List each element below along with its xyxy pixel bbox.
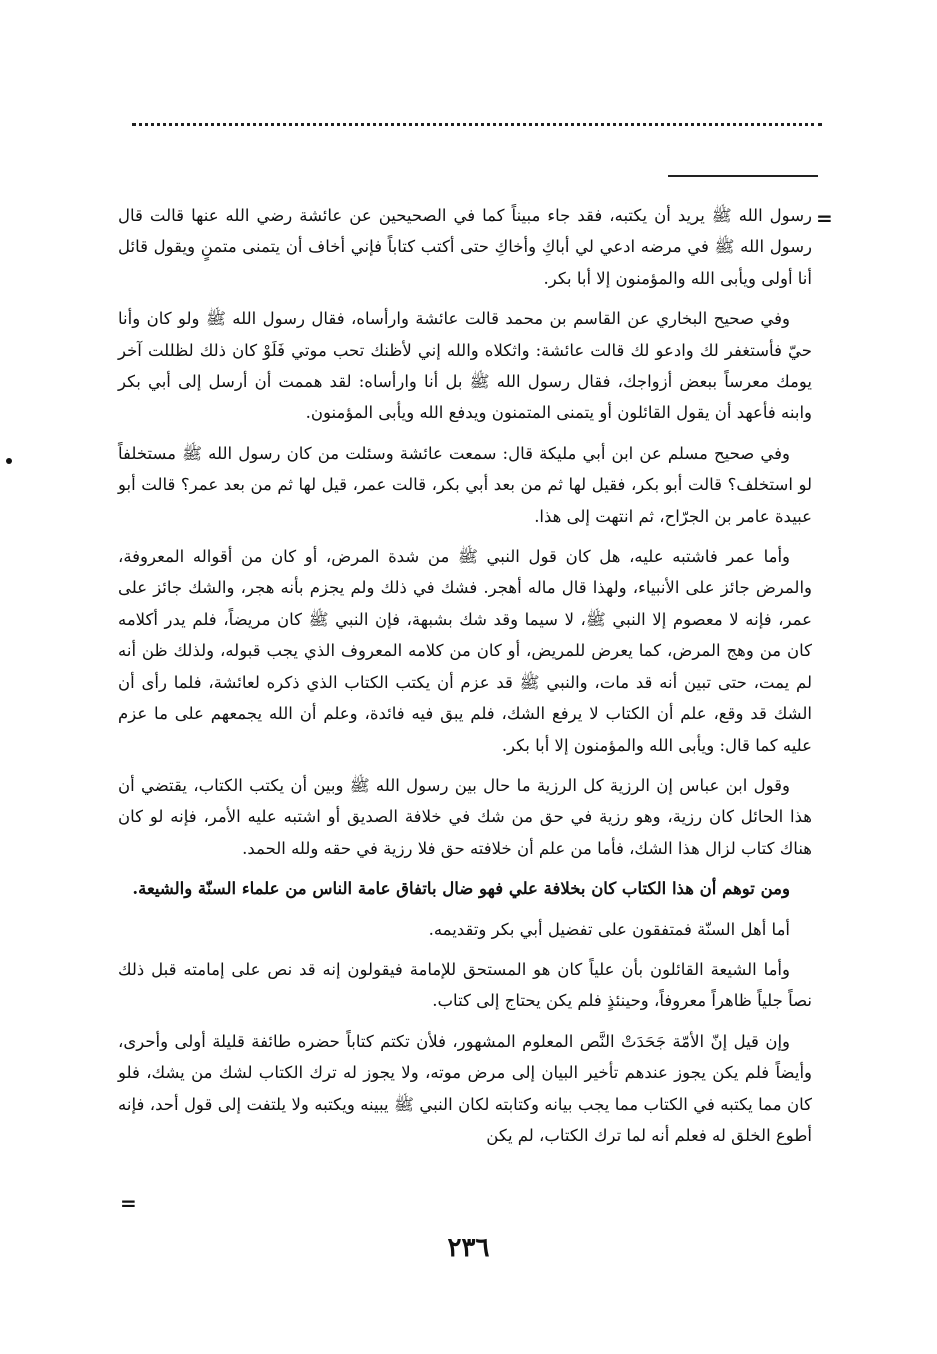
continuation-mark-bottom: = [120,1191,137,1215]
paragraph-1: رسول الله ﷺ يريد أن يكتبه، فقد جاء مبيناً كما في الصحيحين عن عائشة رضي الله عنها قالت قال رسول الله ﷺ في مرضه ادعي لي أباكِ وأخاكِ حتى أكتب كتاباً فإني أخاف أن يتمنى متمنٍ ويقول قائل أنا أولى ويأبى الله والمؤمنون إلا أبا بكر. [118,206,812,288]
paragraph-7: أما أهل السنّة فمتفقون على تفضيل أبي بكر وتقديمه. [428,919,790,939]
footnote-rule [668,175,818,177]
paragraph-5: وقول ابن عباس إن الرزية كل الرزية ما حال بين رسول الله ﷺ وبين أن يكتب الكتاب، يقتضي أن هذا الحائل كان رزية، وهو رزية في حق من شك في خلافة الصديق أو اشتبه عليه الأمر، فإنه لو كان هناك كتاب لزال هذا الشك، فأما من علم أن خلافته حق فلا رزية في حقه ولله الحمد. [118,775,812,858]
page-number: ٢٣٦ [447,1233,490,1263]
footnote-text [118,200,812,1160]
dotted-separator [132,123,822,126]
paragraph-2: وفي صحيح البخاري عن القاسم بن محمد قالت عائشة وارأساه، فقال رسول الله ﷺ ولو كان وأنا حيّ فأستغفر لك وادعو لك قالت عائشة: واثكلاه والله إني لأظنك تحب موتي فَلَوْ كان ذلك لظللت آخر يومك معرساً ببعض أزواجك، فقال رسول الله ﷺ بل أنا وارأساه: لقد هممت أن أرسل إلى أبي بكر وابنه فأعهد أن يقول القائلون أو يتمنى المتمنون ويدفع الله ويأبى المؤمنون. [118,309,812,423]
scan-speck [6,458,12,464]
paragraph-4: وأما عمر فاشتبه عليه، هل كان قول النبي ﷺ من شدة المرض، أو كان من أقواله المعروفة، والمرض جائز على الأنبياء، ولهذا قال ماله أهجر. فشك في ذلك ولم يجزم بأنه هجر، والشك جائز على عمر، فإنه لا معصوم إلا النبي ﷺ، لا سيما وقد شك بشبهة، فإن النبي ﷺ كان مريضاً، فلم يدر أكلامه كان من وهج المرض، كما يعرض للمريض، أو كان من كلامه المعروف الذي يجب قبوله، ولذلك ظن أنه لم يمت، حتى تبين أنه قد مات، والنبي ﷺ قد عزم أن يكتب الكتاب الذي ذكره لعائشة، فلما رأى أن الشك قد وقع، علم أن الكتاب لا يرفع الشك، فلم يبق فيه فائدة، وعلم أن الله يجمعهم على ما عزم عليه كما قال: ويأبى الله والمؤمنون إلا أبا بكر. [118,547,812,755]
paragraph-3: وفي صحيح مسلم عن ابن أبي مليكة قال: سمعت عائشة وسئلت من كان رسول الله ﷺ مستخلفاً لو استخلف؟ قالت أبو بكر، فقيل لها ثم من بعد أبي بكر، قالت عمر، قيل لها ثم من بعد عمر؟ قالت أبو عبيدة عامر بن الجرّاح، ثم انتهت إلى هذا. [118,443,812,526]
paragraph-9: وإن قيل إنّ الأمّة جَحَدَتْ النَّص المعلوم المشهور، فلأن تكتم كتاباً حضره طائفة قليلة أولى وأحرى، وأيضاً فلم يكن يجوز عندهم تأخير البيان إلى مرض موته، ولا يجوز له ترك الكتاب لشك من يشك، فلو كان مما يكتبه في الكتاب مما يجب بيانه وكتابته لكان النبي ﷺ يبينه ويكتبه ولا يلتفت إلى قول أحد، فإنه أطوع الخلق له فعلم أنه لما ترك الكتاب، لم يكن [118,1031,812,1145]
paragraph-8: وأما الشيعة القائلون بأن علياً كان هو المستحق للإمامة فيقولون إنه قد نص على إمامته قبل ذلك نصاً جلياً ظاهراً معروفاً، وحينئذٍ فلم يكن يحتاج إلى كتاب. [118,959,812,1011]
continuation-mark-top: = [816,206,833,230]
paragraph-6: ومن توهم أن هذا الكتاب كان بخلافة علي فهو ضال باتفاق عامة الناس من علماء السنّة والشيعة. [132,879,790,899]
